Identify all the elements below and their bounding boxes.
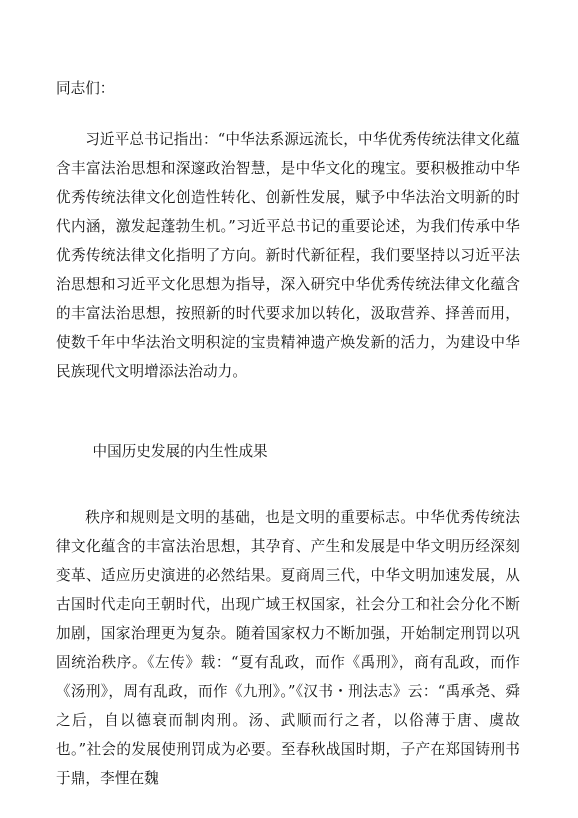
paragraph-body: 秩序和规则是文明的基础，也是文明的重要标志。中华优秀传统法律文化蕴含的丰富法治思想，其孕育、产生和发展是中华文明历经深刻变革、适应历史演进的必然结果。夏商周三代，中华文明加速发展，从古国时代走向王朝时代，出现广域王权国家，社会分工和社会分化不断加剧，国家治理更为复杂。随着国家权力不断加强，开始制定刑罚以巩固统治秩序。《左传》载：“夏有乱政，而作《禹刑》，商有乱政，而作《汤刑》，周有乱政，而作《九刑》。”《汉书・刑法志》云：“禹承尧、舜之后，自以德衰而制肉刑。汤、武顺而行之者，以俗薄于唐、虞故也。”社会的发展使刑罚成为必要。至春秋战国时期，子产在郑国铸刑书于鼎，李悝在魏	[56, 509, 520, 787]
section-heading: 中国历史发展的内生性成果	[92, 443, 268, 460]
salutation: 同志们：	[56, 80, 115, 97]
paragraph-intro: 习近平总书记指出：“中华法系源远流长，中华优秀传统法律文化蕴含丰富法治思想和深邃政治智慧，是中华文化的瑰宝。要积极推动中华优秀传统法律文化创造性转化、创新性发展，赋予中华法治文明新的时代内涵，激发起蓬勃生机。”习近平总书记的重要论述，为我们传承中华优秀传统法律文化指明了方向。新时代新征程，我们要坚持以习近平法治思想和习近平文化思想为指导，深入研究中华优秀传统法律文化蕴含的丰富法治思想，按照新的时代要求加以转化，汲取营养、择善而用，使数千年中华法治文明积淀的宝贵精神遗产焕发新的活力，为建设中华民族现代文明增添法治动力。	[56, 131, 520, 380]
